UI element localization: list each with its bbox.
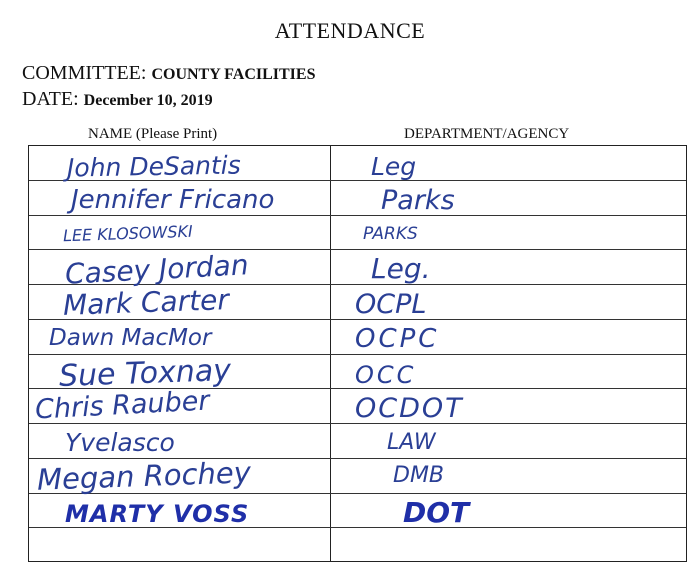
attendee-department: Leg (371, 152, 417, 181)
table-row (29, 181, 686, 216)
attendee-department: OCC (355, 360, 417, 389)
attendee-department: Leg. (371, 252, 431, 286)
attendee-department: DMB (393, 462, 445, 488)
attendee-department: PARKS (363, 223, 418, 244)
table-row (29, 494, 686, 529)
attendee-name: MARTY VOSS (65, 499, 250, 528)
attendee-name: Sue Toxnay (58, 352, 232, 394)
committee-line (22, 62, 315, 85)
table-row (29, 385, 686, 426)
attendee-name: Yvelasco (65, 428, 175, 457)
attendance-table (28, 145, 687, 562)
attendee-name: Chris Rauber (34, 385, 211, 426)
attendee-name: John DeSantis (66, 150, 241, 183)
attendee-department: OCPL (355, 289, 427, 320)
date-value: December 10, 2019 (83, 92, 213, 109)
table-row (29, 146, 686, 181)
attendee-name: Mark Carter (62, 283, 230, 322)
attendee-department: LAW (387, 430, 436, 455)
attendee-name: Dawn MacMor (49, 324, 212, 351)
table-row (29, 455, 686, 497)
attendee-department: DOT (403, 495, 470, 529)
date-line (22, 88, 213, 111)
attendee-name: Megan Rochey (36, 455, 252, 497)
table-row (29, 424, 686, 459)
name-column-header: NAME (Please Print) (88, 126, 218, 142)
table-row (29, 320, 686, 355)
attendee-name: Jennifer Fricano (71, 184, 275, 215)
page-title: ATTENDANCE (274, 18, 426, 43)
committee-value: COUNTY FACILITIES (151, 66, 316, 83)
table-row (29, 285, 686, 320)
table-row (29, 248, 686, 292)
table-row (29, 352, 686, 394)
attendee-department: OCPC (355, 323, 440, 354)
committee-label: COMMITTEE: (22, 62, 147, 84)
department-column-header: DEPARTMENT/AGENCY (404, 126, 570, 142)
attendee-department: Parks (381, 184, 455, 216)
attendee-name: LEE KLOSOWSKI (62, 221, 193, 245)
attendee-name: Casey Jordan (64, 248, 250, 292)
date-label: DATE: (22, 88, 79, 110)
table-row (29, 216, 686, 251)
table-row (29, 528, 686, 563)
attendee-department: OCDOT (355, 393, 464, 425)
